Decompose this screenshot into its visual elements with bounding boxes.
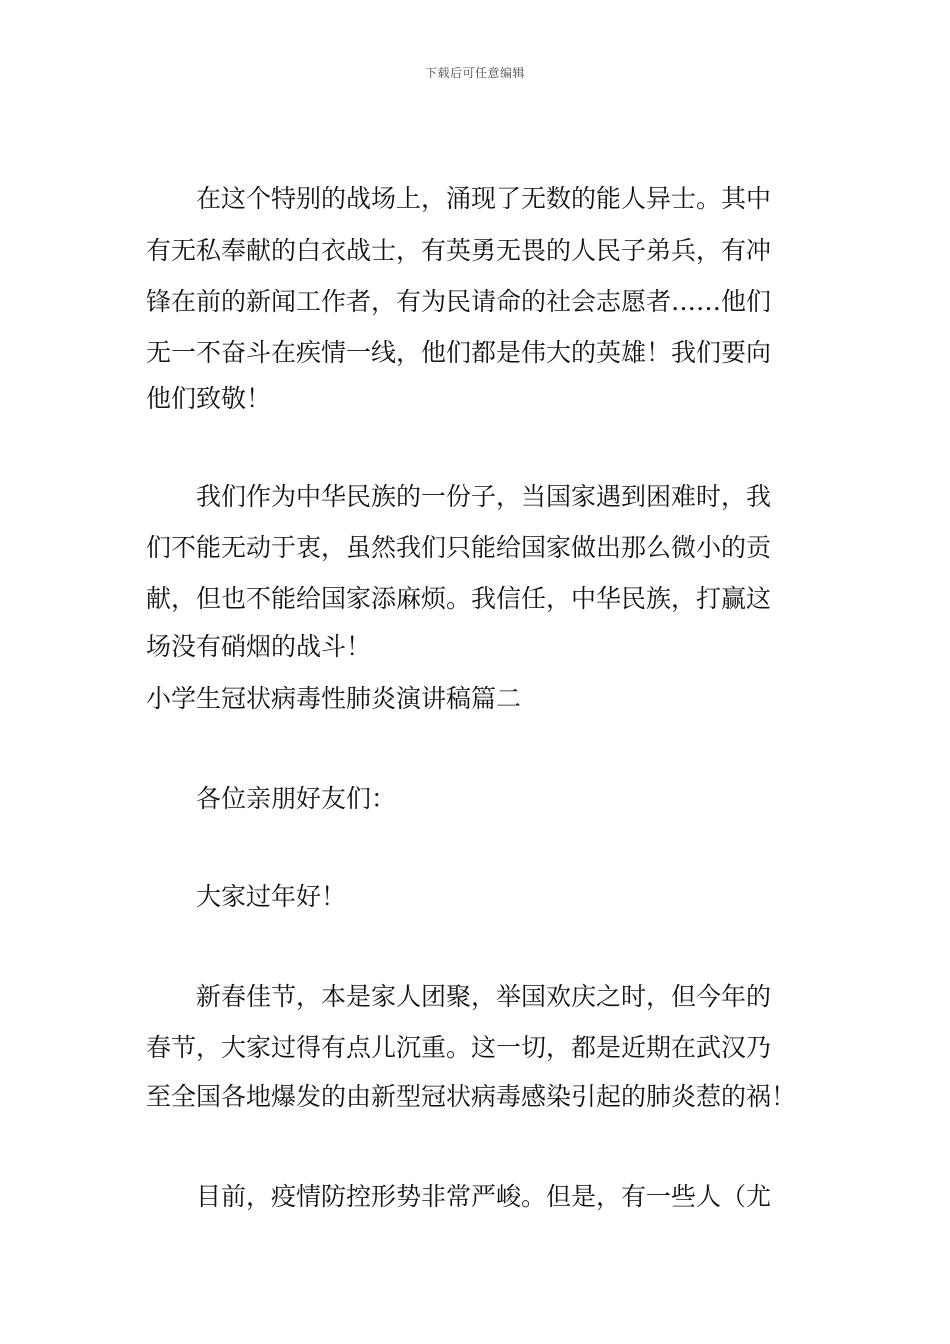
- text-line: 新春佳节，本是家人团聚，举国欢庆之时，但今年的: [196, 982, 772, 1011]
- text-line: 在这个特别的战场上，涌现了无数的能人异士。其中: [196, 184, 772, 213]
- page-header-note: 下载后可任意编辑: [424, 66, 525, 80]
- text-line: 至全国各地爆发的由新型冠状病毒感染引起的肺炎惹的祸！: [146, 1082, 797, 1111]
- section-title: 小学生冠状病毒性肺炎演讲稿篇二: [146, 684, 522, 713]
- text-line: 他们致敬！: [146, 384, 272, 413]
- text-line: 有无私奉献的白衣战士，有英勇无畏的人民子弟兵，有冲: [146, 236, 772, 265]
- text-line: 目前，疫情防控形势非常严峻。但是，有一些人（尤: [196, 1182, 772, 1211]
- text-line: 无一不奋斗在疾情一线，他们都是伟大的英雄！我们要向: [146, 338, 772, 367]
- text-line: 场没有硝烟的战斗！: [146, 632, 372, 661]
- text-line: 春节，大家过得有点儿沉重。这一切，都是近期在武汉乃: [146, 1033, 772, 1062]
- text-line: 们不能无动于衷，虽然我们只能给国家做出那么微小的贡: [146, 533, 772, 562]
- greeting: 各位亲朋好友们：: [196, 784, 397, 813]
- text-line: 我们作为中华民族的一份子，当国家遇到困难时，我: [196, 482, 772, 511]
- text-line: 锋在前的新闻工作者，有为民请命的社会志愿者……他们: [146, 287, 772, 316]
- text-line: 献，但也不能给国家添麻烦。我信任，中华民族，打赢这: [146, 584, 772, 613]
- new-year-greeting: 大家过年好！: [196, 882, 347, 911]
